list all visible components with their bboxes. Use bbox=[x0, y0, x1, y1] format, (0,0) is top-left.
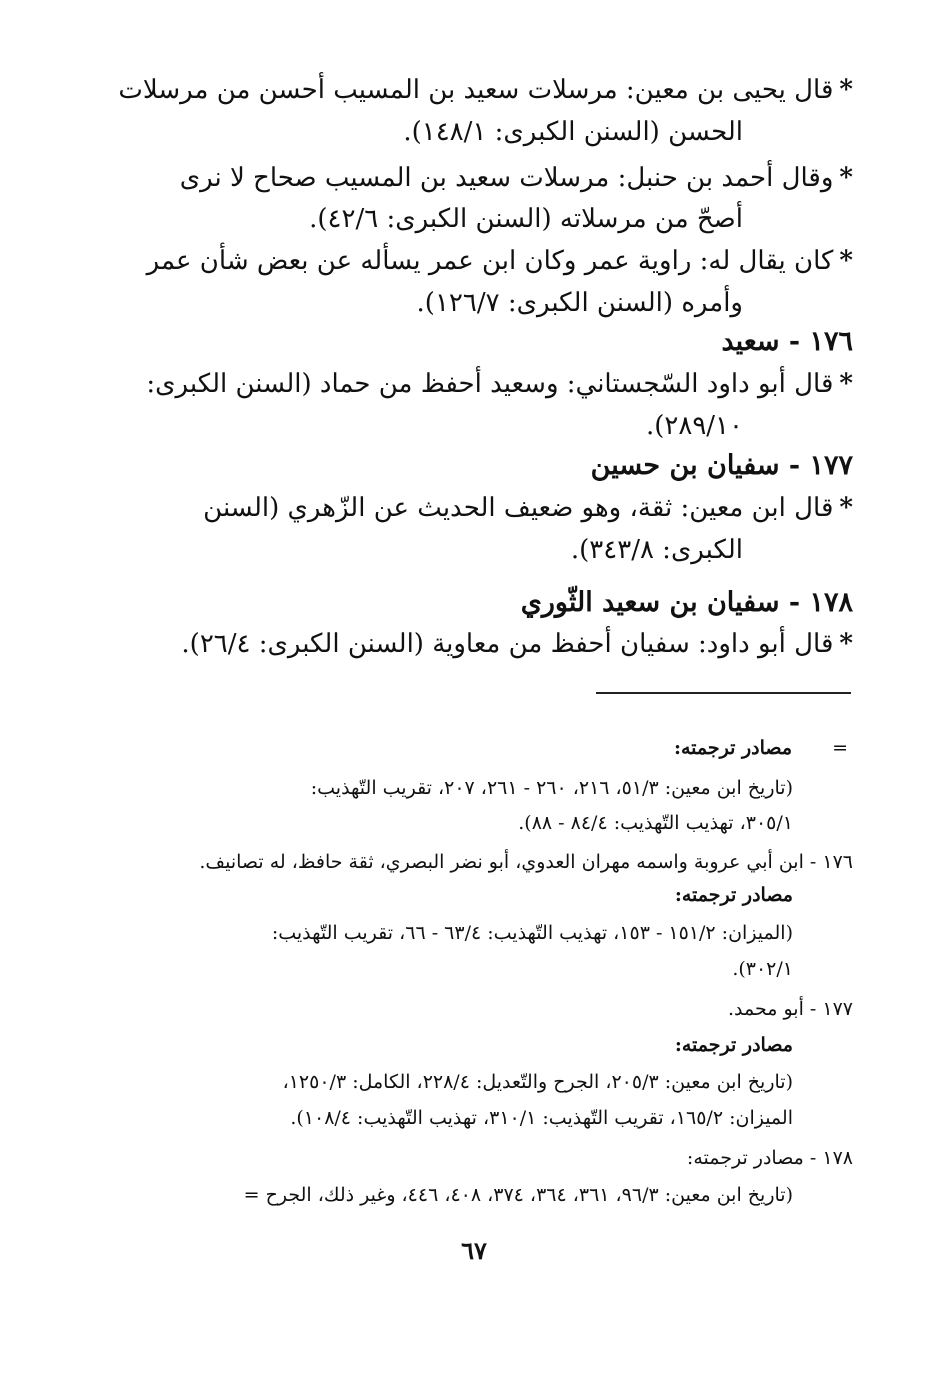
main-line-text: أصحّ من مرسلاته (السنن الكبرى: ٤٢/٦). bbox=[309, 204, 743, 234]
entry-heading: ١٧٧ - سفيان بن حسين bbox=[590, 450, 853, 481]
main-line bbox=[118, 70, 853, 110]
footnote-line: (تاريخ ابن معين: ٢٠٥/٣، الجرح والتّعديل: ٢٢٨/٤، الكامل: ١٢٥٠/٣، bbox=[282, 1071, 793, 1093]
main-line bbox=[646, 406, 743, 446]
main-line bbox=[203, 488, 853, 528]
footnote-divider bbox=[596, 692, 851, 694]
footnote-line: ٣٠٥/١، تهذيب التّهذيب: ٨٤/٤ - ٨٨). bbox=[518, 812, 793, 834]
footnote-line: (تاريخ ابن معين: ٥١/٣، ٢١٦، ٢٦٠ - ٢٦١، ٢٠٧، تقريب التّهذيب: bbox=[310, 777, 793, 799]
bullet-star: * bbox=[839, 246, 853, 276]
sources-label: مصادر ترجمته: bbox=[674, 884, 793, 906]
main-line-text: ٢٨٩/١٠). bbox=[645, 411, 743, 441]
page-number: ٦٧ bbox=[461, 1236, 487, 1265]
bullet-star: * bbox=[839, 493, 853, 523]
main-line-text: قال أبو داود: سفيان أحفظ من معاوية (السنن الكبرى: ٢٦/٤). bbox=[181, 629, 834, 659]
main-line-text: قال يحيى بن معين: مرسلات سعيد بن المسيب أحسن من مرسلات bbox=[118, 75, 834, 105]
bullet-star: * bbox=[839, 369, 853, 399]
bullet-star: * bbox=[839, 629, 853, 659]
entry-heading: ١٧٨ - سفيان بن سعيد الثّوري bbox=[520, 587, 853, 618]
footnote-line: ١٧٨ - مصادر ترجمته: bbox=[686, 1147, 853, 1169]
main-line-text: وأمره (السنن الكبرى: ١٢٦/٧). bbox=[416, 288, 743, 318]
main-line bbox=[146, 364, 853, 404]
sources-label: مصادر ترجمته: bbox=[673, 737, 793, 759]
main-line bbox=[571, 530, 743, 570]
entry-heading: ١٧٦ - سعيد bbox=[721, 326, 853, 357]
main-line-text: كان يقال له: راوية عمر وكان ابن عمر يسأله عن بعض شأن عمر bbox=[146, 246, 834, 276]
main-line bbox=[181, 624, 853, 664]
main-line bbox=[403, 112, 743, 152]
main-line bbox=[147, 241, 853, 281]
main-line bbox=[180, 158, 853, 198]
footnote-line: الميزان: ١٦٥/٢، تقريب التّهذيب: ٣١٠/١، تهذيب التّهذيب: ١٠٨/٤). bbox=[290, 1107, 793, 1129]
bullet-star: * bbox=[839, 163, 853, 193]
main-line-text: الكبرى: ٣٤٣/٨). bbox=[570, 535, 743, 565]
footnote-line: ٣٠٢/١). bbox=[732, 958, 793, 980]
main-line-text: الحسن (السنن الكبرى: ١٤٨/١). bbox=[403, 117, 743, 147]
main-line-text: قال أبو داود السّجستاني: وسعيد أحفظ من حماد (السنن الكبرى: bbox=[146, 369, 834, 399]
footnote-line bbox=[674, 733, 848, 763]
continuation-mark: = bbox=[832, 737, 848, 759]
footnote-line: ١٧٦ - ابن أبي عروبة واسمه مهران العدوي، أبو نضر البصري، ثقة حافظ، له تصانيف. bbox=[199, 851, 853, 873]
main-line bbox=[309, 199, 743, 239]
main-line-text: قال ابن معين: ثقة، وهو ضعيف الحديث عن الزّهري (السنن bbox=[203, 493, 834, 523]
sources-label: مصادر ترجمته: bbox=[674, 1034, 793, 1056]
footnote-line: ١٧٧ - أبو محمد. bbox=[728, 998, 853, 1020]
footnote-line: (الميزان: ١٥١/٢ - ١٥٣، تهذيب التّهذيب: ٦٣/٤ - ٦٦، تقريب التّهذيب: bbox=[271, 922, 793, 944]
footnote-line: (تاريخ ابن معين: ٩٦/٣، ٣٦١، ٣٦٤، ٣٧٤، ٤٠٨، ٤٤٦، وغير ذلك، الجرح = bbox=[243, 1184, 793, 1206]
main-line-text: وقال أحمد بن حنبل: مرسلات سعيد بن المسيب صحاح لا نرى bbox=[179, 163, 834, 193]
main-line bbox=[417, 283, 743, 323]
bullet-star: * bbox=[839, 75, 853, 105]
